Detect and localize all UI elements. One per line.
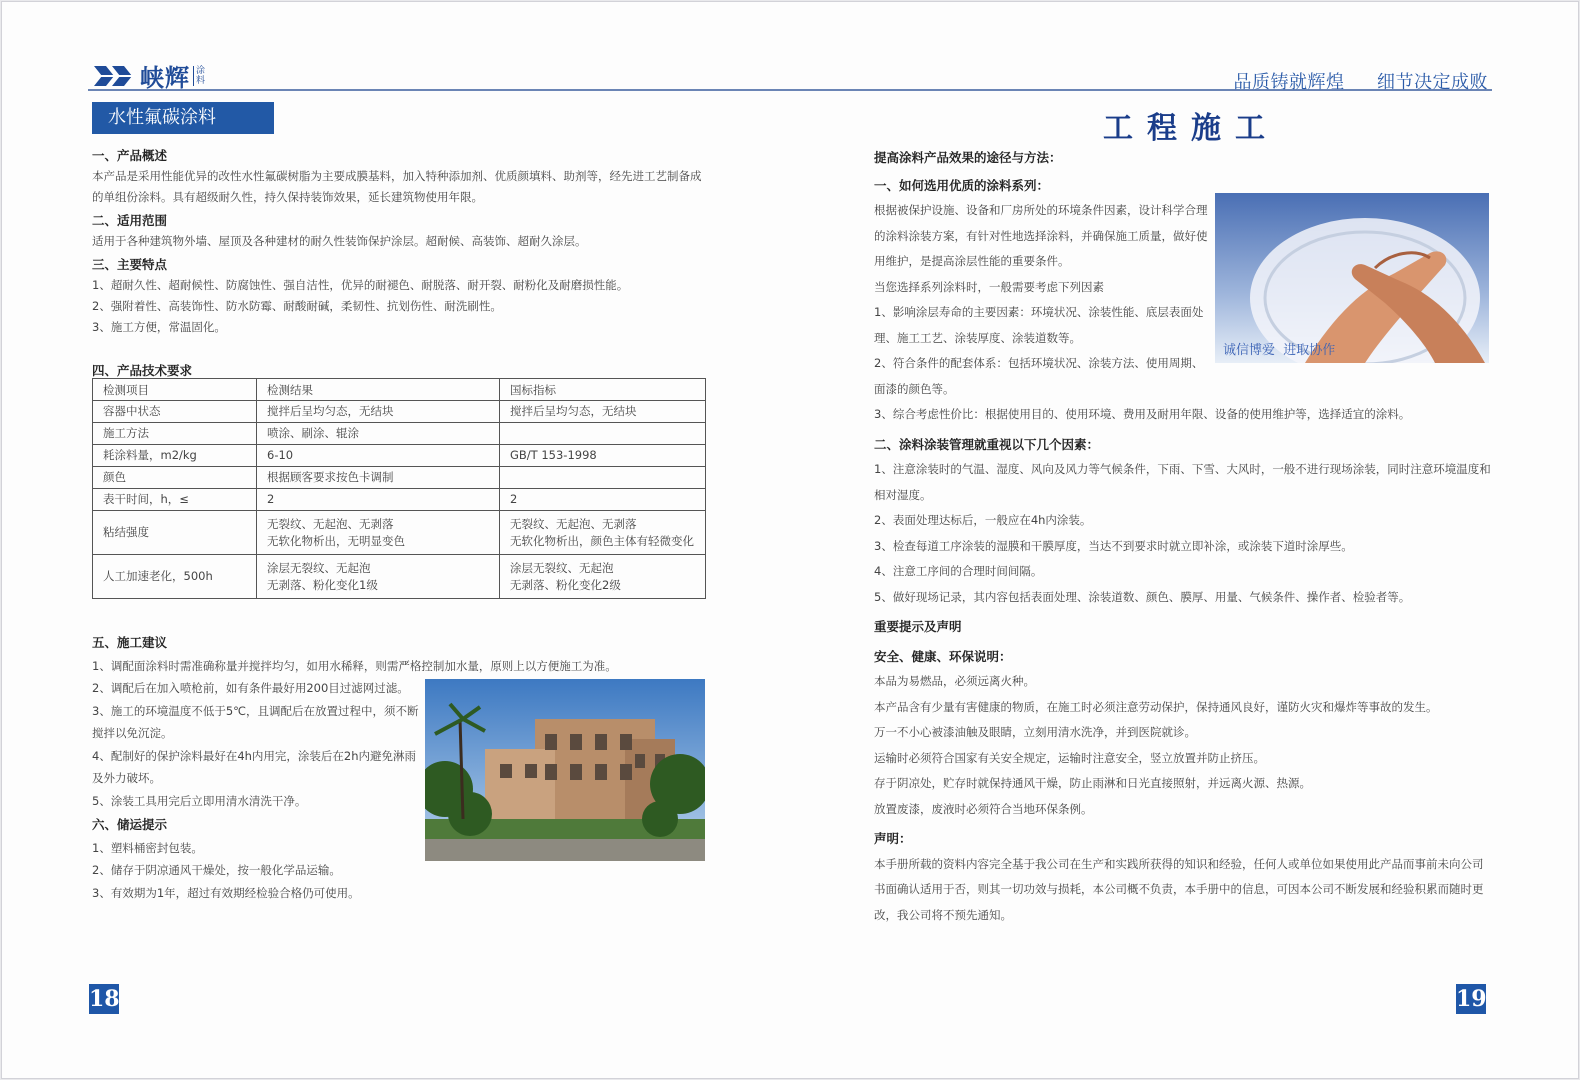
s2-item: 2、表面处理达标后，一般应在4h内涂装。 [874,513,1092,527]
storage-item: 2、储存于阴凉通风干燥处，按一般化学品运输。 [92,863,341,877]
table-cell: 根据顾客要求按色卡调制 [257,467,500,489]
table-header-cell: 国标指标 [500,379,706,401]
s2-item: 5、做好现场记录，其内容包括表面处理、涂装道数、颜色、膜厚、用量、气候条件、操作者、检验者等。 [874,589,1411,604]
construction-item: 3、施工的环境温度不低于5℃，且调配后在放置过程中，须不断搅拌以免沉淀。 [92,703,419,740]
feature-item: 3、施工方便，常温固化。 [92,320,226,334]
table-cell: 粘结强度 [93,511,257,555]
tech-head: 四、产品技术要求 [92,363,193,378]
section-title: 工程施工 [1103,111,1279,146]
construction-item: 4、配制好的保护涂料最好在4h内用完，涂装后在2h内避免淋雨及外力破坏。 [92,748,417,785]
statement-text: 本手册所载的资料内容完全基于我公司在生产和实践所获得的知识和经验，任何人或单位如果使用此产品而事前未向公司书面确认适用于否，则其一切功效与损耗，本公司概不负责，本手册中的信息，可因本公司不断发展和经验积累而随时更改，我公司将不预先通知。 [874,856,1484,922]
hands-photo [1215,193,1489,363]
s1-wrap [874,198,1208,402]
table-cell: 搅拌后呈均匀态，无结块 [257,401,500,423]
table-row [93,401,706,423]
table-cell: 2 [257,489,500,511]
construction-item: 1、调配面涂料时需准确称量并搅拌均匀，如用水稀释，则需严格控制加水量，原则上以方便施工为准。 [92,658,617,673]
scope-head: 二、适用范围 [92,213,168,228]
feature-item: 2、强附着性、高装饰性、防水防霉、耐酸耐碱，柔韧性、抗划伤性、耐洗刷性。 [92,299,502,313]
s2-item: 4、注意工序间的合理时间间隔。 [874,564,1043,578]
table-row [93,467,706,489]
storage-item: 1、塑料桶密封包装。 [92,840,203,855]
s2-head: 二、涂料涂装管理就重视以下几个因素： [874,436,1100,452]
table-cell: 表干时间，h，≤ [93,489,257,511]
s1-item: 1、影响涂层寿命的主要因素：环境状况、涂装性能、底层表面处理、施工工艺、涂装厚度、涂装道数等。 [874,305,1204,345]
table-header-cell: 检测项目 [93,379,257,401]
brand-logo [92,58,206,93]
table-cell: 无裂纹、无起泡、无剥落 无软化物析出，颜色主体有轻微变化 [500,511,706,555]
overview-text: 本产品是采用性能优异的改性水性氟碳树脂为主要成膜基料，加入特种添加剂、优质颜填料、助剂等，经先进工艺制备成的单组份涂料。具有超级耐久性，持久保持装饰效果，延长建筑物使用年限。 [92,169,702,204]
table-cell [500,467,706,489]
table-cell: 涂层无裂纹、无起泡 无剥落、粉化变化1级 [257,555,500,599]
table-cell: 无裂纹、无起泡、无剥落 无软化物析出，无明显变色 [257,511,500,555]
safety-head: 安全、健康、环保说明： [874,648,1012,664]
storage-head: 六、储运提示 [92,817,168,832]
storage-item: 3、有效期为1年，超过有效期经检验合格仍可使用。 [92,885,360,900]
safety-item: 本品为易燃品，必须远离火种。 [874,674,1035,688]
tech-table [92,378,706,599]
construction-head: 五、施工建议 [92,635,168,650]
statement-head: 声明： [874,831,912,846]
s1-item: 根据被保护设施、设备和厂房所处的环境条件因素，设计科学合理的涂料涂装方案，有针对性地选择涂料，并确保施工质量，做好使用维护，是提高涂层性能的重要条件。 [874,203,1208,268]
brand-sub: 涂料 [193,66,206,86]
safety-item: 万一不小心被漆油触及眼睛，立刻用清水洗净，并到医院就诊。 [874,725,1196,739]
table-row [93,555,706,599]
construction-item: 2、调配后在加入喷枪前，如有条件最好用200目过滤网过滤。 [92,681,409,695]
safety-item: 放置废漆，废液时必须符合当地环保条例。 [874,801,1093,816]
table-cell: 人工加速老化，500h [93,555,257,599]
table-cell: 涂层无裂纹、无起泡 无剥落、粉化变化2级 [500,555,706,599]
table-cell: 6-10 [257,445,500,467]
s2-item: 1、注意涂装时的气温、湿度、风向及风力等气候条件，下雨、下雪、大风时，一般不进行现场涂装，同时注意环境温度和相对湿度。 [874,462,1491,502]
s1-item: 2、符合条件的配套体系：包括环境状况、涂装方法、使用周期、面漆的颜色等。 [874,356,1204,396]
table-header-row [93,379,706,401]
hands-caption: 诚信博爱 进取协作 [1223,343,1336,358]
s1-item: 3、综合考虑性价比：根据使用目的、使用环境、费用及耐用年限、设备的使用维护等，选择适宜的涂料。 [874,407,1411,421]
table-cell: 耗涂料量，m2/kg [93,445,257,467]
notice-head: 重要提示及声明 [874,619,962,634]
table-row [93,511,706,555]
table-cell: 容器中状态 [93,401,257,423]
table-cell: 2 [500,489,706,511]
building-photo [425,679,705,861]
construction-item: 5、涂装工具用完后立即用清水清洗干净。 [92,793,307,808]
safety-item: 本产品含有少量有害健康的物质，在施工时必须注意劳动保护，保持通风良好，谨防火灾和爆炸等事故的发生。 [874,699,1438,714]
brand-name: 峡辉 [140,64,190,92]
product-tag: 水性氟碳涂料 [92,102,274,134]
table-cell: 颜色 [93,467,257,489]
s1-head: 一、如何选用优质的涂料系列： [874,177,1050,193]
page-number-right: 19 [1456,986,1487,1012]
slogan: 品质铸就辉煌 细节决定成败 [1233,72,1488,93]
table-cell: 搅拌后呈均匀态，无结块 [500,401,706,423]
overview-head: 一、产品概述 [92,148,168,163]
features-head: 三、主要特点 [92,257,168,272]
table-row [93,445,706,467]
safety-item: 运输时必须符合国家有关安全规定，运输时注意安全，竖立放置并防止挤压。 [874,750,1265,765]
table-row [93,489,706,511]
s2-item: 3、检查每道工序涂装的湿膜和干膜厚度，当达不到要求时就立即补涂，或涂装下道时涂厚些。 [874,538,1353,553]
table-cell: GB/T 153-1998 [500,445,706,467]
page-number-left: 18 [89,986,120,1012]
brand-mark-icon [92,62,136,90]
table-row [93,423,706,445]
scope-text: 适用于各种建筑物外墙、屋顶及各种建材的耐久性装饰保护涂层。超耐候、高装饰、超耐久涂层。 [92,234,587,248]
safety-item: 存于阴凉处，贮存时就保持通风干燥，防止雨淋和日光直接照射，并远离火源、热源。 [874,776,1311,790]
table-cell: 喷涂、刷涂、辊涂 [257,423,500,445]
left-column [92,143,706,381]
hands-illustration [1215,193,1489,363]
table-cell [500,423,706,445]
table-cell: 施工方法 [93,423,257,445]
feature-item: 1、超耐久性、超耐候性、防腐蚀性、强自洁性，优异的耐褪色、耐脱落、耐开裂、耐粉化及耐磨损性能。 [92,278,629,292]
s1-item: 当您选择系列涂料时，一般需要考虑下列因素 [874,279,1104,294]
construction-wrap [92,677,420,812]
intro-text: 提高涂料产品效果的途径与方法： [874,150,1062,165]
table-header-cell: 检测结果 [257,379,500,401]
